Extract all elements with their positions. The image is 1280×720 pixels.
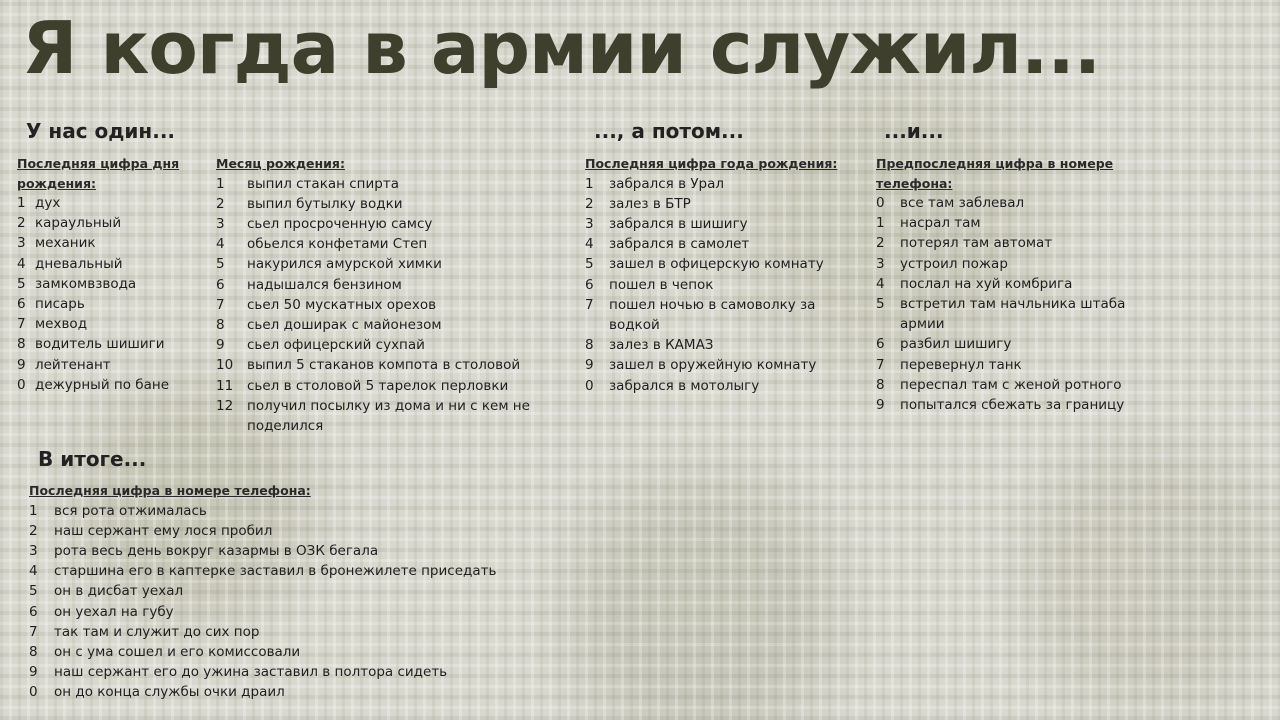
list-item bbox=[585, 214, 855, 234]
list-item bbox=[585, 295, 855, 335]
list-item bbox=[17, 213, 202, 233]
item-text: залез в БТР bbox=[609, 195, 691, 212]
birth-month-list bbox=[216, 174, 566, 437]
list-item bbox=[29, 622, 589, 642]
list-item bbox=[29, 682, 589, 702]
list-item bbox=[876, 274, 1151, 294]
list-item bbox=[216, 254, 566, 274]
item-text: забрался в мотолыгу bbox=[609, 377, 760, 394]
list-item bbox=[29, 561, 589, 581]
list-item bbox=[216, 174, 566, 194]
item-text: накурился амурской химки bbox=[247, 256, 442, 273]
item-text: выпил 5 стаканов компота в столовой bbox=[247, 357, 521, 374]
item-number: 12 bbox=[216, 397, 234, 414]
item-text: дневальный bbox=[35, 255, 123, 272]
item-number: 10 bbox=[216, 357, 234, 374]
item-number: 3 bbox=[216, 215, 225, 232]
birth-month-column bbox=[216, 154, 566, 436]
item-number: 5 bbox=[29, 583, 38, 600]
item-number: 7 bbox=[216, 296, 225, 313]
item-text: он уехал на губу bbox=[54, 603, 174, 620]
item-text: устроил пожар bbox=[900, 255, 1008, 272]
item-text: наш сержант его до ужина заставил в полтора сидеть bbox=[54, 664, 448, 681]
list-item bbox=[585, 234, 855, 254]
section-heading-three: ...и... bbox=[884, 119, 944, 143]
item-text: получил посылку из дома и ни с кем не поделился bbox=[247, 397, 530, 434]
list-item bbox=[216, 275, 566, 295]
item-text: дежурный по бане bbox=[35, 376, 170, 393]
item-number: 0 bbox=[876, 195, 885, 211]
list-item bbox=[216, 214, 566, 234]
item-text: сьел офицерский сухпай bbox=[247, 337, 425, 354]
list-item bbox=[17, 355, 202, 375]
item-text: писарь bbox=[35, 296, 85, 313]
item-number: 6 bbox=[29, 603, 38, 620]
item-number: 1 bbox=[29, 502, 38, 519]
item-number: 4 bbox=[876, 275, 885, 292]
item-number: 9 bbox=[585, 357, 594, 374]
list-item bbox=[216, 396, 566, 436]
list-item bbox=[216, 315, 566, 335]
item-number: 7 bbox=[585, 296, 594, 313]
item-number: 3 bbox=[585, 215, 594, 232]
item-text: сьел 50 мускатных орехов bbox=[247, 296, 437, 313]
list-item bbox=[876, 334, 1151, 354]
list-item bbox=[216, 295, 566, 315]
list-item bbox=[29, 642, 589, 662]
item-text: насрал там bbox=[900, 215, 981, 232]
item-number: 5 bbox=[216, 256, 225, 273]
item-text: сьел доширак с майонезом bbox=[247, 316, 442, 333]
item-text: забрался в самолет bbox=[609, 236, 750, 253]
list-item bbox=[17, 274, 202, 294]
item-text: пошел ночью в самоволку за водкой bbox=[609, 296, 816, 333]
item-text: караульный bbox=[35, 215, 122, 232]
list-item bbox=[585, 335, 855, 355]
item-text: водитель шишиги bbox=[35, 336, 165, 353]
item-text: выпил стакан спирта bbox=[247, 175, 399, 192]
list-item bbox=[585, 275, 855, 295]
phone-penultimate-list bbox=[876, 193, 1151, 415]
phone-last-list bbox=[29, 501, 589, 703]
item-text: он в дисбат уехал bbox=[54, 583, 184, 600]
phone-last-caption: Последняя цифра в номере телефона: bbox=[29, 483, 311, 498]
item-number: 5 bbox=[876, 296, 885, 313]
item-number: 2 bbox=[216, 195, 225, 212]
item-number: 6 bbox=[876, 336, 885, 353]
item-text: замкомвзвода bbox=[35, 275, 137, 292]
item-text: перевернул танк bbox=[900, 356, 1022, 373]
item-number: 7 bbox=[876, 356, 885, 373]
item-text: так там и служит до сих пор bbox=[54, 623, 260, 640]
item-number: 1 bbox=[216, 175, 225, 192]
item-number: 8 bbox=[17, 336, 26, 353]
item-number: 8 bbox=[29, 643, 38, 660]
item-number: 5 bbox=[17, 275, 26, 292]
item-number: 3 bbox=[29, 542, 38, 559]
item-text: мехвод bbox=[35, 316, 88, 333]
birthday-digit-list bbox=[17, 193, 202, 395]
item-number: 4 bbox=[17, 255, 26, 272]
list-item bbox=[876, 294, 1151, 334]
list-item bbox=[585, 355, 855, 375]
list-item bbox=[17, 334, 202, 354]
list-item bbox=[216, 355, 566, 375]
birthday-digit-caption: Последняя цифра дня рождения: bbox=[17, 156, 180, 191]
birth-year-caption: Последняя цифра года рождения: bbox=[585, 156, 838, 171]
item-text: наш сержант ему лося пробил bbox=[54, 522, 273, 539]
list-item bbox=[29, 662, 589, 682]
list-item bbox=[216, 335, 566, 355]
birth-month-caption: Месяц рождения: bbox=[216, 156, 345, 171]
birth-year-list bbox=[585, 174, 855, 396]
list-item bbox=[876, 395, 1151, 415]
item-number: 6 bbox=[17, 296, 26, 313]
list-item bbox=[876, 193, 1151, 213]
list-item bbox=[876, 213, 1151, 233]
item-text: переспал там с женой ротного bbox=[900, 376, 1122, 393]
item-number: 0 bbox=[29, 684, 38, 701]
list-item bbox=[216, 194, 566, 214]
item-number: 4 bbox=[29, 563, 38, 580]
item-text: он до конца службы очки драил bbox=[54, 684, 285, 701]
item-text: он с ума сошел и его комиссовали bbox=[54, 643, 301, 660]
section-heading-one: У нас один... bbox=[26, 119, 176, 143]
list-item bbox=[29, 501, 589, 521]
item-text: сьел в столовой 5 тарелок перловки bbox=[247, 377, 509, 394]
item-text: сьел просроченную самсу bbox=[247, 215, 433, 232]
list-item bbox=[17, 193, 202, 213]
list-item bbox=[876, 254, 1151, 274]
item-text: послал на хуй комбрига bbox=[900, 275, 1073, 292]
item-number: 4 bbox=[585, 236, 594, 253]
item-number: 6 bbox=[216, 276, 225, 293]
item-number: 2 bbox=[585, 195, 594, 212]
item-text: залез в КАМАЗ bbox=[609, 337, 714, 354]
item-number: 2 bbox=[876, 235, 885, 252]
item-number: 11 bbox=[216, 377, 234, 394]
item-number: 8 bbox=[876, 376, 885, 393]
item-number: 2 bbox=[17, 215, 26, 232]
item-number: 1 bbox=[876, 215, 885, 232]
item-text: все там заблевал bbox=[900, 195, 1025, 211]
item-number: 8 bbox=[585, 337, 594, 354]
list-item bbox=[29, 602, 589, 622]
list-item bbox=[585, 194, 855, 214]
item-number: 3 bbox=[17, 235, 26, 252]
item-text: лейтенант bbox=[35, 356, 111, 373]
item-text: забрался в Урал bbox=[609, 175, 725, 192]
birthday-digit-column bbox=[17, 154, 202, 395]
item-number: 2 bbox=[29, 522, 38, 539]
birth-year-column bbox=[585, 154, 855, 396]
item-number: 1 bbox=[585, 175, 594, 192]
item-text: встретил там начльника штаба армии bbox=[900, 296, 1126, 333]
list-item bbox=[29, 521, 589, 541]
list-item bbox=[585, 174, 855, 194]
list-item bbox=[876, 355, 1151, 375]
item-number: 9 bbox=[876, 397, 885, 414]
list-item bbox=[17, 314, 202, 334]
item-number: 1 bbox=[17, 195, 26, 211]
list-item bbox=[216, 234, 566, 254]
item-text: зашел в офицерскую комнату bbox=[609, 256, 824, 273]
list-item bbox=[585, 376, 855, 396]
list-item bbox=[29, 581, 589, 601]
item-number: 6 bbox=[585, 276, 594, 293]
page-title: Я когда в армии служил... bbox=[22, 6, 1101, 90]
item-text: потерял там автомат bbox=[900, 235, 1053, 252]
list-item bbox=[876, 375, 1151, 395]
section-heading-two: ..., а потом... bbox=[594, 119, 744, 143]
item-number: 7 bbox=[29, 623, 38, 640]
item-number: 9 bbox=[216, 337, 225, 354]
item-text: разбил шишигу bbox=[900, 336, 1012, 353]
phone-last-column bbox=[29, 481, 589, 703]
item-text: надышался бензином bbox=[247, 276, 402, 293]
list-item bbox=[876, 233, 1151, 253]
item-number: 8 bbox=[216, 316, 225, 333]
list-item bbox=[585, 254, 855, 274]
list-item bbox=[17, 375, 202, 395]
item-number: 9 bbox=[29, 664, 38, 681]
section-heading-four: В итоге... bbox=[38, 447, 147, 471]
item-text: попытался сбежать за границу bbox=[900, 397, 1125, 414]
item-text: пошел в чепок bbox=[609, 276, 714, 293]
item-text: дух bbox=[35, 195, 61, 211]
item-text: рота весь день вокруг казармы в ОЗК бегала bbox=[54, 542, 379, 559]
list-item bbox=[29, 541, 589, 561]
item-number: 4 bbox=[216, 236, 225, 253]
phone-penultimate-column bbox=[876, 154, 1151, 415]
list-item bbox=[216, 376, 566, 396]
item-number: 9 bbox=[17, 356, 26, 373]
item-text: зашел в оружейную комнату bbox=[609, 357, 817, 374]
list-item bbox=[17, 294, 202, 314]
item-number: 0 bbox=[585, 377, 594, 394]
item-text: старшина его в каптерке заставил в бронежилете приседать bbox=[54, 563, 497, 580]
item-number: 5 bbox=[585, 256, 594, 273]
item-number: 0 bbox=[17, 376, 26, 393]
list-item bbox=[17, 254, 202, 274]
item-text: вся рота отжималась bbox=[54, 502, 207, 519]
item-text: обьелся конфетами Степ bbox=[247, 236, 428, 253]
phone-penultimate-caption: Предпоследняя цифра в номере телефона: bbox=[876, 156, 1114, 191]
item-text: выпил бутылку водки bbox=[247, 195, 403, 212]
item-text: механик bbox=[35, 235, 96, 252]
item-number: 3 bbox=[876, 255, 885, 272]
item-number: 7 bbox=[17, 316, 26, 333]
item-text: забрался в шишигу bbox=[609, 215, 748, 232]
list-item bbox=[17, 233, 202, 253]
